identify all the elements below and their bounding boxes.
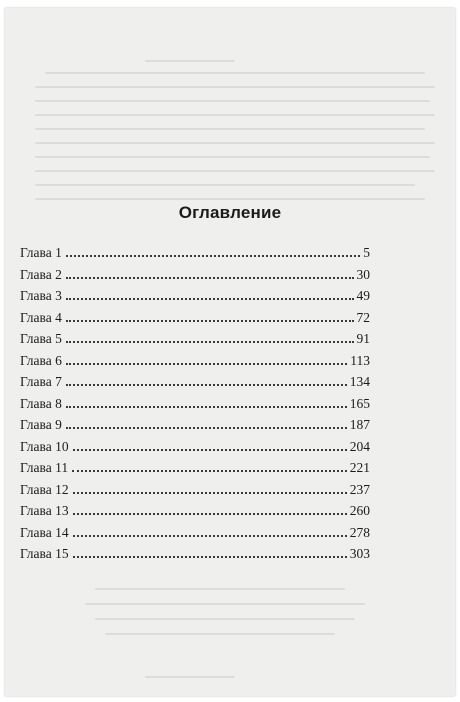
toc-entry-page-number: 260 [349,503,370,518]
toc-entry [20,396,370,418]
table-of-contents [20,245,370,568]
bleed-through-line [35,198,425,200]
toc-dot-leader [66,320,354,322]
toc-entry [20,482,370,504]
toc-dot-leader [73,556,347,558]
bleed-through-line [35,86,435,88]
toc-dot-leader [66,277,354,279]
toc-entry-label: Глава 2 [20,266,62,282]
toc-entry-page-number: 165 [349,395,370,411]
toc-entry-label: Глава 5 [20,331,62,346]
bleed-through-line [35,100,430,102]
toc-dot-leader [73,449,347,451]
toc-entry-label: Глава 6 [20,352,62,368]
bleed-through-line [145,60,235,62]
toc-dot-leader [66,298,354,300]
toc-entry-page-number: 278 [349,524,370,540]
toc-entry-label: Глава 4 [20,309,62,325]
toc-dot-leader [66,255,360,257]
toc-entry [20,267,370,289]
toc-entry-page-number: 187 [349,417,370,432]
toc-entry [20,417,370,439]
toc-entry-label: Глава 8 [20,395,62,411]
toc-entry-page-number: 5 [363,245,370,260]
toc-entry [20,439,370,461]
toc-entry-page-number: 49 [356,288,370,303]
toc-entry-page-number: 134 [349,374,370,389]
toc-entry-label: Глава 14 [20,524,69,540]
bleed-through-line [35,128,425,130]
bleed-through-line [45,72,425,74]
toc-entry-label: Глава 12 [20,481,69,497]
toc-entry [20,288,370,310]
toc-entry-label: Глава 13 [20,503,69,518]
toc-entry [20,546,370,568]
toc-entry [20,353,370,375]
toc-dot-leader [66,427,347,429]
toc-entry-page-number: 303 [349,546,370,561]
toc-dot-leader [73,535,347,537]
bleed-through-line [85,603,365,605]
toc-dot-leader [66,384,347,386]
toc-dot-leader [72,470,347,472]
page-title: Оглавление [178,203,282,222]
toc-entry [20,503,370,525]
bleed-through-line [105,633,335,635]
toc-entry-label: Глава 3 [20,288,62,303]
toc-dot-leader [66,406,347,408]
bleed-through-line [35,170,435,172]
toc-entry-label: Глава 10 [20,438,69,454]
toc-entry-page-number: 204 [349,438,370,454]
toc-dot-leader [73,513,347,515]
toc-entry-label: Глава 11 [20,460,69,475]
toc-entry-label: Глава 7 [20,374,62,389]
toc-entry [20,374,370,396]
toc-entry [20,245,370,267]
toc-entry-label: Глава 1 [20,245,62,260]
toc-entry-label: Глава 15 [20,546,69,561]
bleed-through-line [35,142,435,144]
toc-dot-leader [66,341,354,343]
toc-dot-leader [66,363,347,365]
toc-entry [20,525,370,547]
toc-entry-page-number: 72 [356,309,370,325]
toc-entry-page-number: 237 [349,481,370,497]
toc-entry-page-number: 221 [349,460,370,475]
bleed-through-line [35,114,435,116]
toc-entry [20,331,370,353]
toc-entry [20,460,370,482]
bleed-through-line [95,618,355,620]
bleed-through-line [35,156,430,158]
toc-entry-page-number: 91 [356,331,370,346]
toc-entry-label: Глава 9 [20,417,62,432]
bleed-through-line [145,676,235,678]
toc-dot-leader [73,492,347,494]
bleed-through-line [35,184,415,186]
toc-entry [20,310,370,332]
bleed-through-line [95,588,345,590]
toc-entry-page-number: 30 [356,266,370,282]
toc-entry-page-number: 113 [350,352,370,368]
